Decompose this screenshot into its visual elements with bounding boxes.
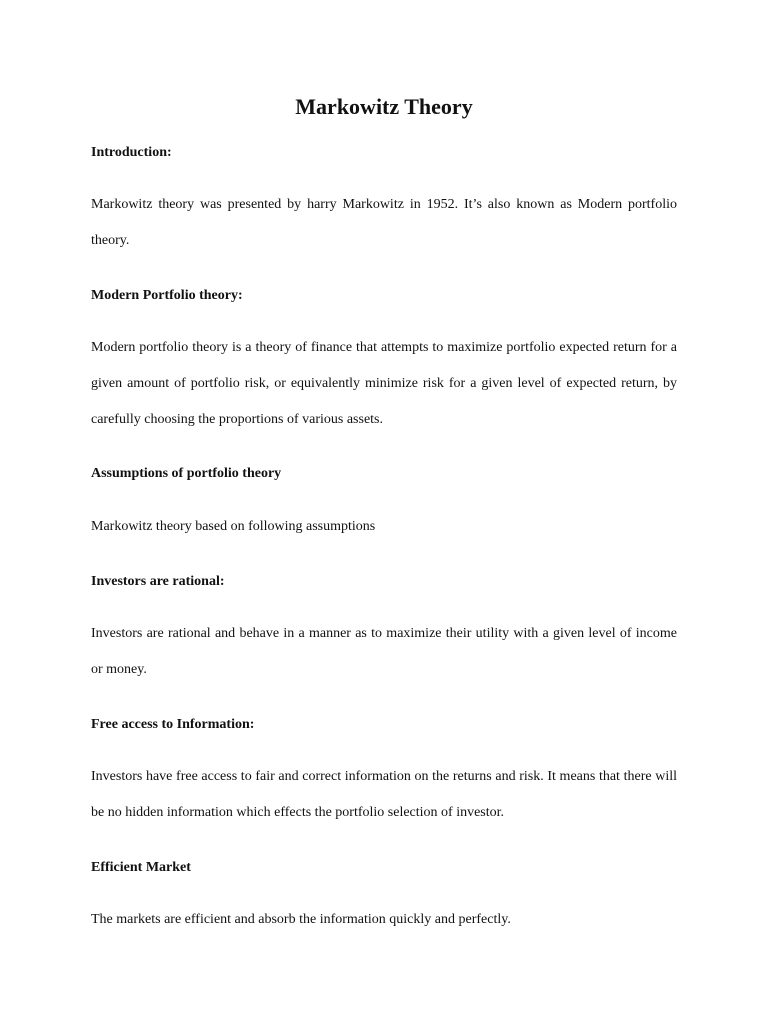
section-body-efficient-market: The markets are efficient and absorb the information quickly and perfectly. [91,912,511,927]
section-heading-free-access: Free access to Information: [91,717,255,732]
section-body-assumptions: Markowitz theory based on following assumptions [91,519,376,534]
section-heading-efficient-market: Efficient Market [91,860,191,875]
section-body-free-access: Investors have free access to fair and correct information on the returns and risk. It means that there will be no hidden information which effects the portfolio selection of investor. [91,769,677,820]
section-heading-investors-rational: Investors are rational: [91,574,225,589]
section-body-introduction: Markowitz theory was presented by harry Markowitz in 1952. It’s also known as Modern portfolio theory. [91,197,677,248]
section-heading-modern-portfolio-theory: Modern Portfolio theory: [91,288,243,303]
section-heading-assumptions: Assumptions of portfolio theory [91,466,282,481]
section-body-modern-portfolio-theory: Modern portfolio theory is a theory of finance that attempts to maximize portfolio expected return for a given amount of portfolio risk, or equivalently minimize risk for a given level of expected return, by carefully choosing the proportions of various assets. [91,340,677,427]
page-title: Markowitz Theory [295,94,473,119]
section-heading-introduction: Introduction: [91,145,172,160]
section-body-investors-rational: Investors are rational and behave in a manner as to maximize their utility with a given level of income or money. [91,626,677,677]
